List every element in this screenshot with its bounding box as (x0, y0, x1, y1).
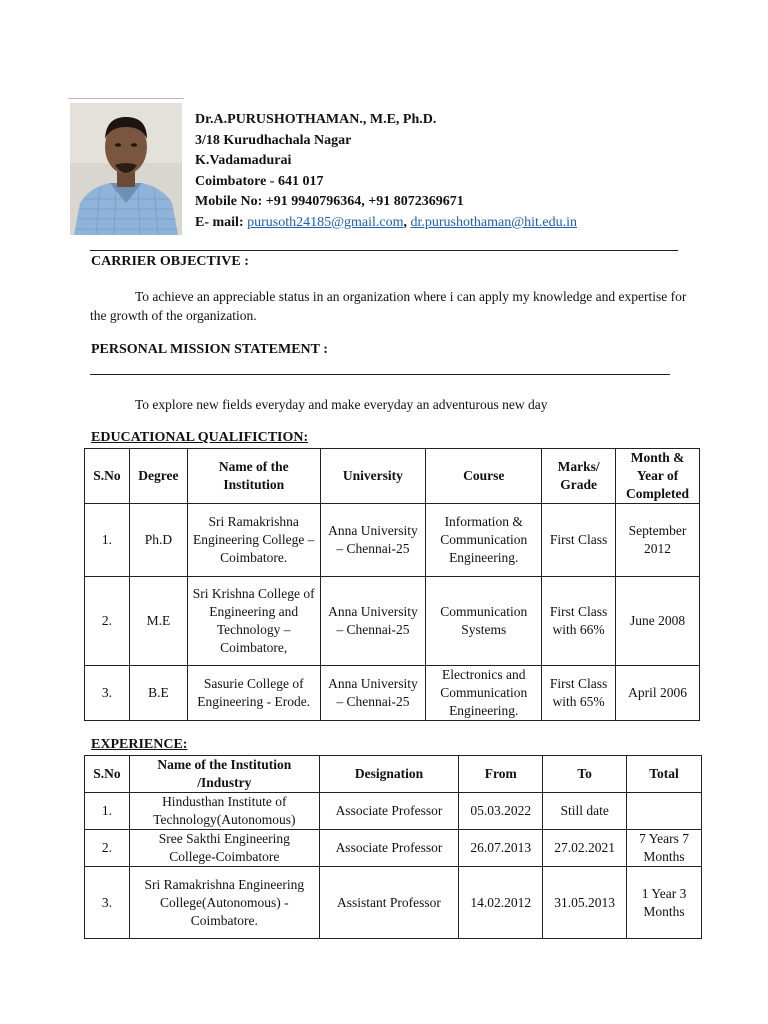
edu-header-sno: S.No (85, 449, 130, 504)
table-row (85, 793, 702, 830)
contact-header (195, 110, 577, 233)
exp-cell: Still date (543, 793, 627, 830)
exp-cell: 05.03.2022 (459, 793, 543, 830)
exp-cell: 1. (85, 793, 130, 830)
address-line-1: 3/18 Kurudhachala Nagar (195, 132, 352, 148)
edu-header-university: University (320, 449, 426, 504)
exp-cell: 14.02.2012 (459, 867, 543, 939)
edu-header-institution: Name of the Institution (187, 449, 320, 504)
edu-header-course: Course (426, 449, 542, 504)
edu-cell: Sasurie College of Engineering - Erode. (187, 666, 320, 721)
email-label: E- mail: (195, 214, 248, 230)
exp-cell: 31.05.2013 (543, 867, 627, 939)
candidate-name: Dr.A.PURUSHOTHAMAN., M.E, Ph.D. (195, 112, 437, 127)
edu-cell: Information & Communication Engineering. (426, 504, 542, 577)
mission-rule (90, 374, 670, 375)
objective-text: To achieve an appreciable status in an organization where i can apply my knowledge and expertise for the growth of the organization. (90, 289, 687, 323)
exp-header-total: Total (627, 756, 702, 793)
edu-cell: Anna University – Chennai-25 (320, 504, 426, 577)
table-row (85, 577, 700, 666)
edu-cell: April 2006 (616, 666, 700, 721)
exp-cell: Associate Professor (319, 830, 459, 867)
edu-cell: 1. (85, 504, 130, 577)
photo-frame (68, 98, 184, 237)
edu-cell: M.E (129, 577, 187, 666)
edu-cell: Ph.D (129, 504, 187, 577)
exp-cell: Sree Sakthi Engineering College-Coimbatore (129, 830, 319, 867)
email-link-2[interactable]: dr.purushothaman@hit.edu.in (410, 214, 577, 230)
edu-cell: First Class (542, 504, 616, 577)
edu-header-marks: Marks/ Grade (542, 449, 616, 504)
objective-heading: CARRIER OBJECTIVE : (91, 254, 249, 269)
exp-cell: 1 Year 3 Months (627, 867, 702, 939)
table-row (85, 666, 700, 721)
experience-heading: EXPERIENCE: (91, 737, 188, 752)
exp-cell: 26.07.2013 (459, 830, 543, 867)
mission-text: To explore new fields everyday and make everyday an adventurous new day (135, 397, 548, 412)
exp-header-institution: Name of the Institution /Industry (129, 756, 319, 793)
edu-cell: Electronics and Communication Engineering. (426, 666, 542, 721)
profile-photo (70, 103, 182, 235)
exp-header-from: From (459, 756, 543, 793)
edu-cell: September 2012 (616, 504, 700, 577)
edu-header-completed: Month & Year of Completed (616, 449, 700, 504)
edu-cell: Sri Ramakrishna Engineering College – Coimbatore. (187, 504, 320, 577)
exp-cell: 27.02.2021 (543, 830, 627, 867)
table-row (85, 867, 702, 939)
exp-cell: Assistant Professor (319, 867, 459, 939)
exp-cell: 2. (85, 830, 130, 867)
table-row (85, 830, 702, 867)
edu-cell: Sri Krishna College of Engineering and Technology – Coimbatore, (187, 577, 320, 666)
edu-cell: Communication Systems (426, 577, 542, 666)
email-link-1[interactable]: purusoth24185@gmail.com (247, 214, 404, 230)
exp-cell (627, 793, 702, 830)
edu-cell: First Class with 65% (542, 666, 616, 721)
experience-table (84, 755, 702, 939)
exp-header-to: To (543, 756, 627, 793)
table-row (85, 504, 700, 577)
exp-header-sno: S.No (85, 756, 130, 793)
edu-header-degree: Degree (129, 449, 187, 504)
exp-cell: 7 Years 7 Months (627, 830, 702, 867)
edu-cell: 2. (85, 577, 130, 666)
address-line-2: K.Vadamadurai (195, 153, 292, 168)
city-line: Coimbatore - 641 017 (195, 173, 324, 189)
exp-cell: 3. (85, 867, 130, 939)
edu-cell: 3. (85, 666, 130, 721)
exp-cell: Associate Professor (319, 793, 459, 830)
edu-cell: B.E (129, 666, 187, 721)
header-rule (90, 250, 678, 251)
education-table (84, 448, 700, 721)
edu-cell: June 2008 (616, 577, 700, 666)
exp-cell: Sri Ramakrishna Engineering College(Autonomous) - Coimbatore. (129, 867, 319, 939)
email-separator: , (403, 214, 411, 230)
education-heading: EDUCATIONAL QUALIFICTION: (91, 430, 309, 445)
mobile-line: Mobile No: +91 9940796364, +91 8072369671 (195, 194, 464, 209)
exp-header-designation: Designation (319, 756, 459, 793)
edu-cell: First Class with 66% (542, 577, 616, 666)
exp-cell: Hindusthan Institute of Technology(Autonomous) (129, 793, 319, 830)
email-line (195, 213, 577, 234)
mission-heading: PERSONAL MISSION STATEMENT : (91, 342, 328, 357)
edu-cell: Anna University – Chennai-25 (320, 666, 426, 721)
edu-cell: Anna University – Chennai-25 (320, 577, 426, 666)
